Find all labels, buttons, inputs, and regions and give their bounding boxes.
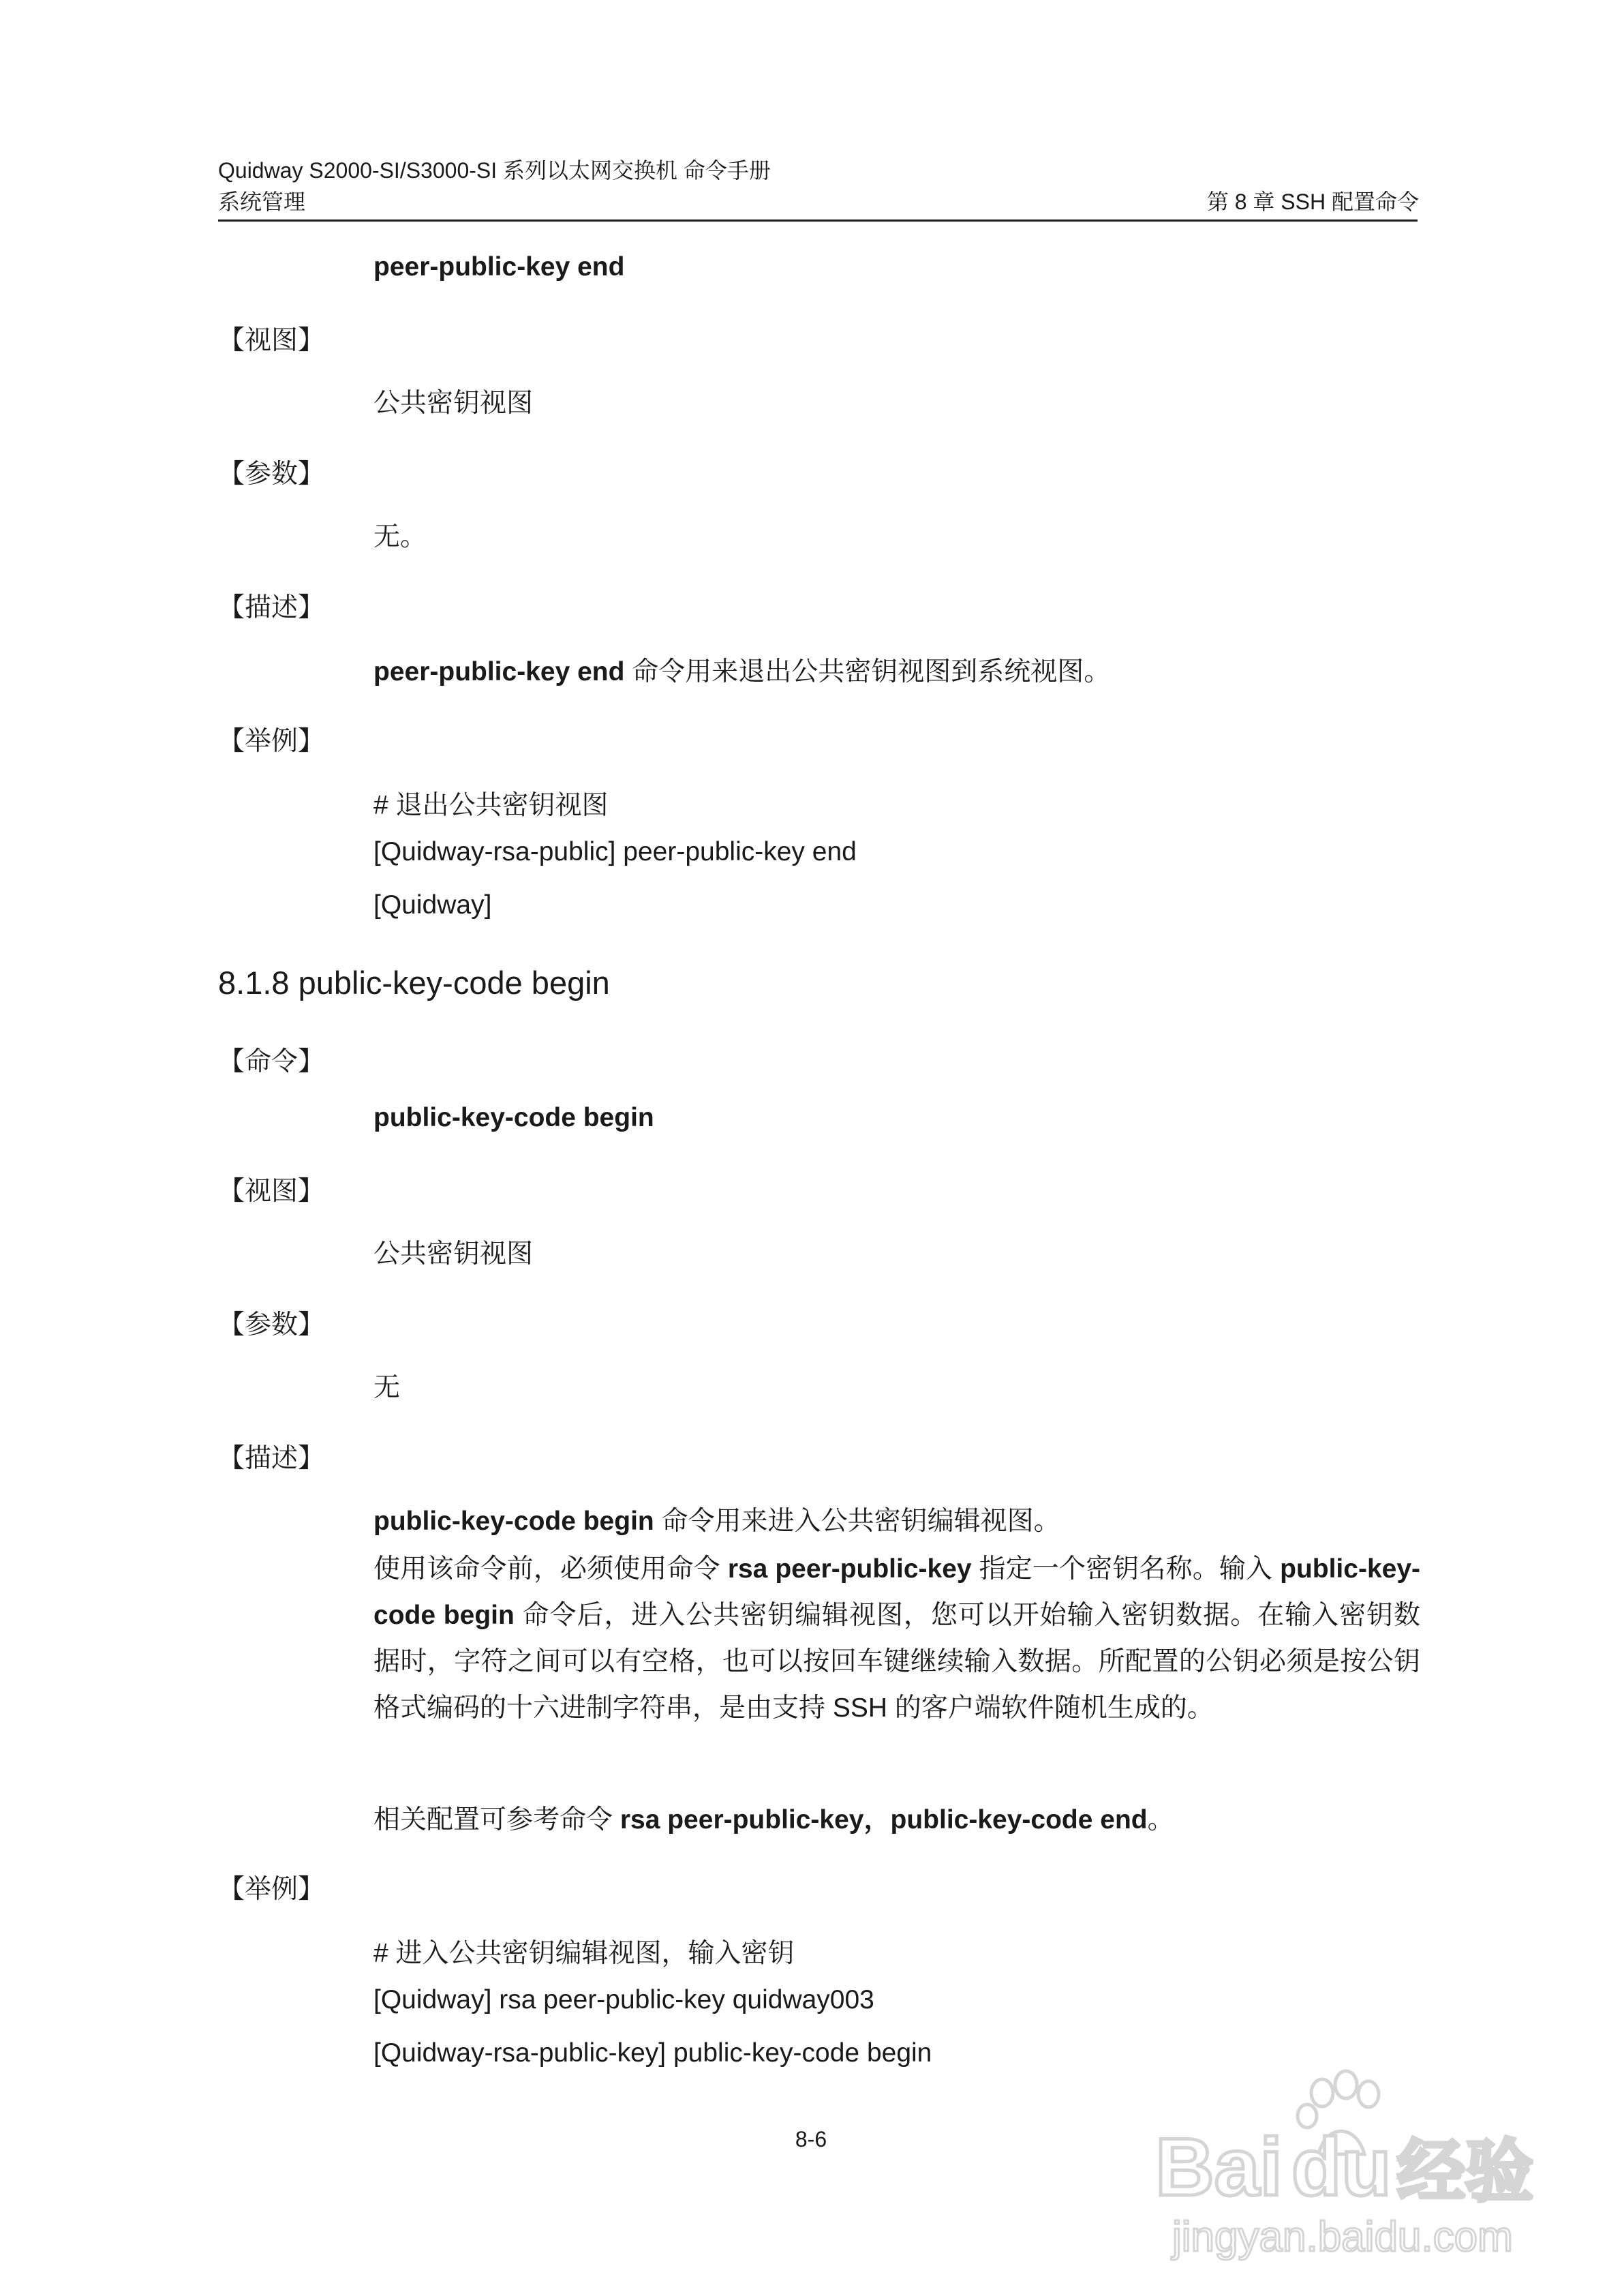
header-section: 系统管理 xyxy=(218,190,306,214)
related-text: 。 xyxy=(1147,1805,1174,1834)
example-label: 【举例】 xyxy=(218,1875,325,1904)
cmd-label: 【命令】 xyxy=(218,1047,325,1076)
params-label: 【参数】 xyxy=(218,459,325,489)
svg-text:经验: 经验 xyxy=(1397,2132,1533,2211)
header-chapter: 第 8 章 SSH 配置命令 xyxy=(1206,190,1419,214)
view-label: 【视图】 xyxy=(218,326,325,355)
desc-text xyxy=(373,650,1110,689)
example-comment: # 进入公共密钥编辑视图，输入密钥 xyxy=(373,1939,795,1968)
view-label: 【视图】 xyxy=(218,1177,325,1206)
desc-text xyxy=(373,1500,1060,1538)
desc-label: 【描述】 xyxy=(218,1444,325,1473)
desc-paragraph-text: 指定一个密钥名称。输入 xyxy=(971,1554,1281,1584)
related-commands xyxy=(373,1798,1174,1837)
example-line: [Quidway] xyxy=(373,890,492,920)
svg-text:du: du xyxy=(1291,2121,1392,2213)
svg-text:Bai: Bai xyxy=(1155,2121,1283,2213)
desc-paragraph xyxy=(373,1546,1420,1732)
desc-body: 命令用来进入公共密钥编辑视图。 xyxy=(654,1507,1060,1536)
page-number: 8-6 xyxy=(795,2127,827,2151)
example-comment: # 退出公共密钥视图 xyxy=(373,791,609,820)
header-title: Quidway S2000-SI/S3000-SI 系列以太网交换机 命令手册 xyxy=(218,158,771,183)
example-line: [Quidway] rsa peer-public-key quidway003 xyxy=(373,1985,874,2014)
desc-body: 命令用来退出公共密钥视图到系统视图。 xyxy=(624,657,1111,686)
params-text: 无。 xyxy=(373,522,427,552)
desc-command: rsa peer-public-key xyxy=(727,1554,972,1584)
view-text: 公共密钥视图 xyxy=(373,1239,534,1269)
related-command: rsa peer-public-key xyxy=(619,1805,864,1834)
command-public-key-code-begin: public-key-code begin xyxy=(373,1103,654,1132)
header-rule xyxy=(218,220,1418,222)
desc-paragraph-text: 使用该命令前，必须使用命令 xyxy=(373,1554,728,1584)
params-text: 无 xyxy=(373,1373,401,1402)
related-text: 相关配置可参考命令 xyxy=(373,1805,620,1834)
example-label: 【举例】 xyxy=(218,727,325,756)
command-peer-public-key-end: peer-public-key end xyxy=(373,252,625,282)
related-command: public-key-code end xyxy=(890,1805,1148,1834)
params-label: 【参数】 xyxy=(218,1310,325,1340)
related-separator: ， xyxy=(863,1805,891,1834)
svg-text:jingyan.baidu.com: jingyan.baidu.com xyxy=(1172,2214,1513,2261)
view-text: 公共密钥视图 xyxy=(373,389,534,418)
desc-command: peer-public-key end xyxy=(373,657,625,686)
example-line: [Quidway-rsa-public-key] public-key-code begin xyxy=(373,2038,932,2068)
desc-label: 【描述】 xyxy=(218,593,325,622)
example-line: [Quidway-rsa-public] peer-public-key end xyxy=(373,837,857,866)
baidu-jingyan-watermark xyxy=(1152,2066,1533,2270)
section-heading: 8.1.8 public-key-code begin xyxy=(218,965,610,1001)
desc-paragraph-text: 命令后，进入公共密钥编辑视图，您可以开始输入密钥数据。在输入密钥数据时，字符之间可以有空格，也可以按回车键继续输入数据。所配置的公钥必须是按公钥格式编码的十六进制字符串，是由支持 SSH 的客户端软件随机生成的。 xyxy=(373,1601,1420,1723)
desc-command: public-key-code begin xyxy=(373,1554,1420,1630)
desc-command: public-key-code begin xyxy=(373,1507,654,1536)
